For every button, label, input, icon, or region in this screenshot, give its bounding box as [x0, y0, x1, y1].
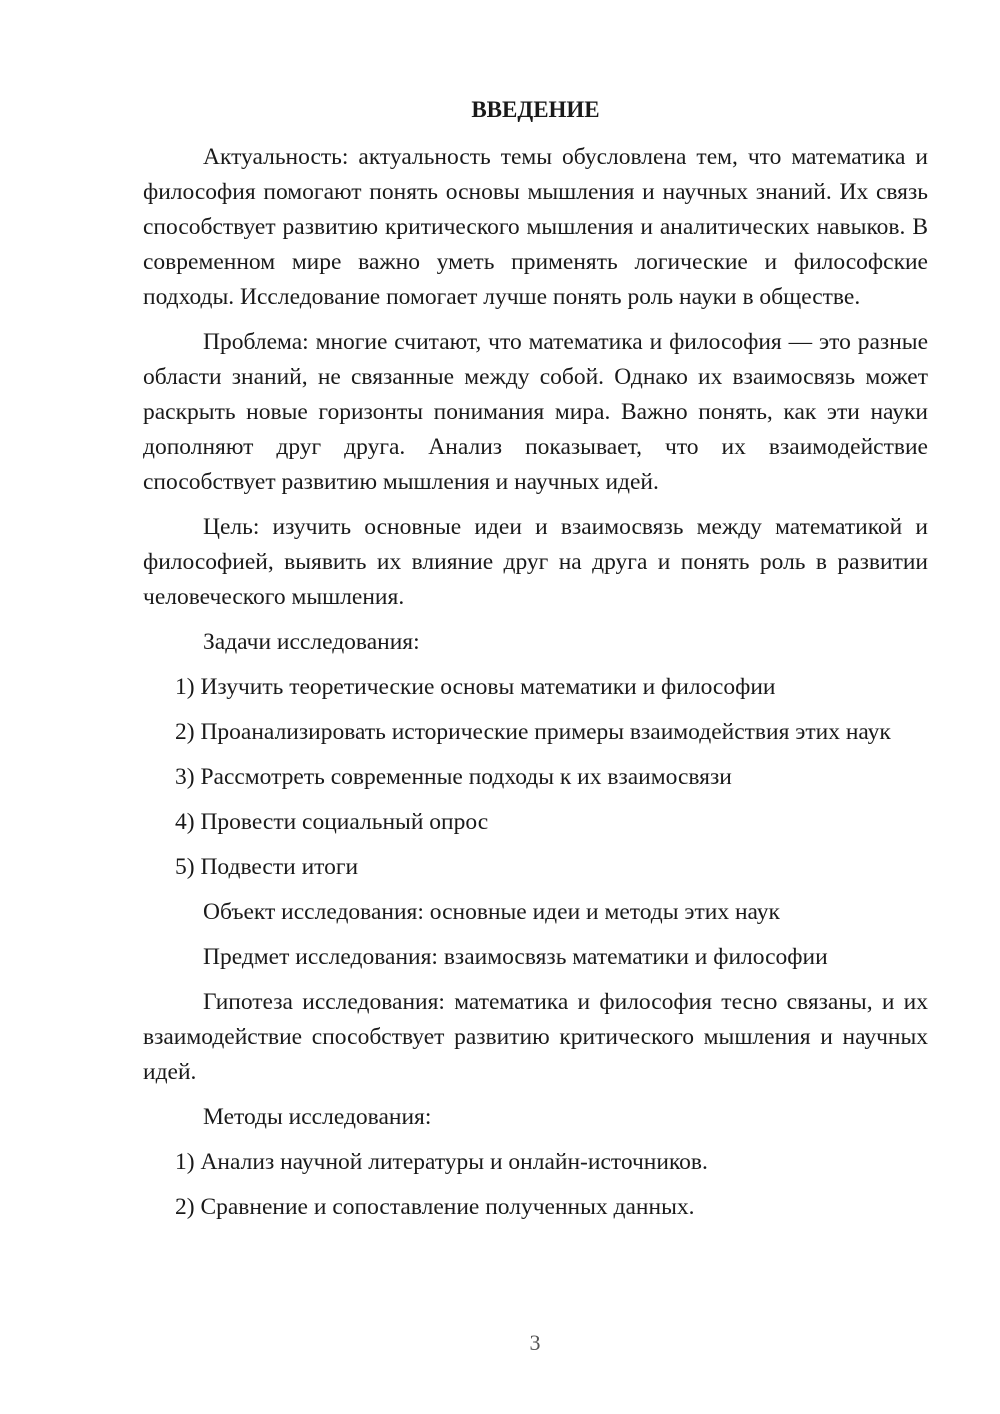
method-item-2: 2) Сравнение и сопоставление полученных данных.: [175, 1194, 695, 1220]
task-item-5: 5) Подвести итоги: [175, 854, 359, 880]
method-item-1: 1) Анализ научной литературы и онлайн-источников.: [175, 1149, 708, 1175]
methods-heading: Методы исследования:: [203, 1104, 432, 1130]
page-content: [143, 92, 928, 1235]
paragraph-subject: Предмет исследования: взаимосвязь математики и философии: [203, 944, 828, 970]
task-item-2: 2) Проанализировать исторические примеры взаимодействия этих наук: [175, 719, 891, 745]
page-number: 3: [529, 1330, 541, 1355]
paragraph-relevance: Актуальность: актуальность темы обусловлена тем, что математика и философия помогают понять основы мышления и научных знаний. Их связь способствует развитию критического мышления и аналитических навыков. В современном мире важно уметь применять логические и философские подходы. Исследование помогает лучше понять роль науки в обществе.: [143, 144, 928, 310]
task-item-1: 1) Изучить теоретические основы математики и философии: [175, 674, 776, 700]
section-title: ВВЕДЕНИЕ: [471, 97, 600, 122]
paragraph-hypothesis: Гипотеза исследования: математика и философия тесно связаны, и их взаимодействие способствует развитию критического мышления и научных идей.: [143, 989, 928, 1085]
task-item-4: 4) Провести социальный опрос: [175, 809, 489, 835]
tasks-heading: Задачи исследования:: [203, 629, 420, 655]
paragraph-goal: Цель: изучить основные идеи и взаимосвязь между математикой и философией, выявить их влияние друг на друга и понять роль в развитии человеческого мышления.: [143, 514, 928, 610]
paragraph-object: Объект исследования: основные идеи и методы этих наук: [203, 899, 780, 925]
task-item-3: 3) Рассмотреть современные подходы к их взаимосвязи: [175, 764, 732, 790]
paragraph-problem: Проблема: многие считают, что математика и философия — это разные области знаний, не связанные между собой. Однако их взаимосвязь может раскрыть новые горизонты понимания мира. Важно понять, как эти науки дополняют друг друга. Анализ показывает, что их взаимодействие способствует развитию мышления и научных идей.: [143, 329, 928, 495]
